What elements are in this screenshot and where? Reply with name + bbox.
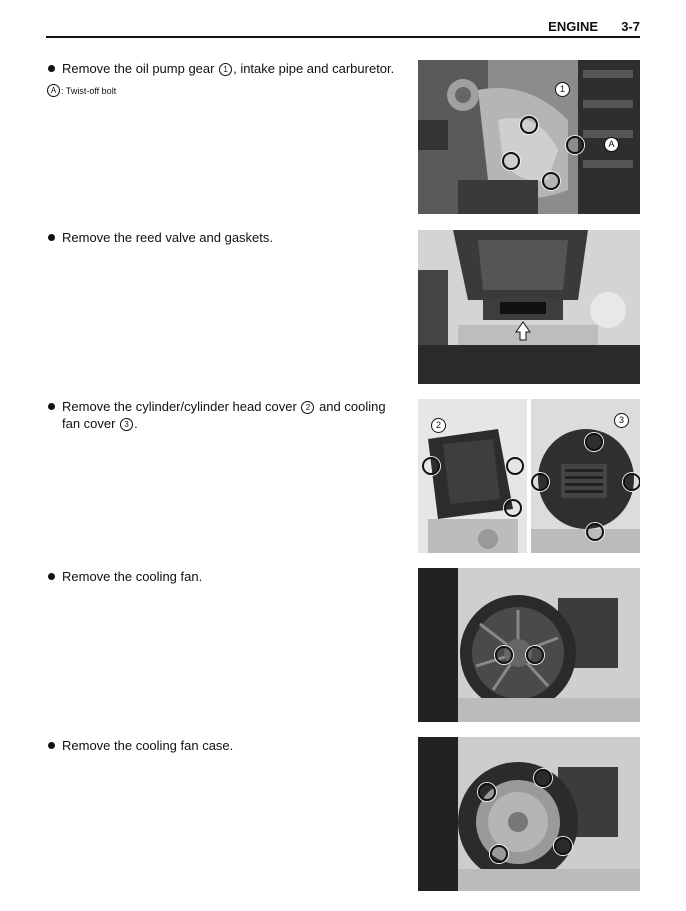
step-5 <box>46 737 406 754</box>
callout-3: 3 <box>614 413 629 428</box>
bullet-icon <box>48 234 55 241</box>
bullet-icon <box>48 742 55 749</box>
callout-a: A <box>604 137 619 152</box>
photo-head-cover <box>418 399 527 553</box>
twist-off-note: A : Twist-off bolt <box>46 83 406 100</box>
bullet-icon <box>48 573 55 580</box>
bolt-ring <box>478 783 496 801</box>
page-number: 3-7 <box>621 19 640 34</box>
bullet-icon <box>48 65 55 72</box>
step-3 <box>46 398 406 432</box>
bolt-ring <box>542 172 560 190</box>
bolt-ring <box>495 646 513 664</box>
bolt-ring <box>566 136 584 154</box>
photo-oil-pump <box>418 60 640 214</box>
step-2 <box>46 229 406 246</box>
bolt-ring <box>504 499 522 517</box>
photo-reed-valve <box>418 230 640 384</box>
bolt-ring <box>502 152 520 170</box>
ref-circle-3: 3 <box>120 418 133 431</box>
bolt-ring <box>623 473 640 491</box>
section-title: ENGINE <box>548 19 598 34</box>
bolt-ring <box>526 646 544 664</box>
bullet-icon <box>48 403 55 410</box>
bolt-ring <box>520 116 538 134</box>
step-4 <box>46 568 406 585</box>
step-2-text: Remove the reed valve and gaskets. <box>62 230 274 245</box>
page-header <box>46 14 640 38</box>
bolt-ring <box>534 769 552 787</box>
bolt-ring <box>554 837 572 855</box>
step-1 <box>46 60 406 100</box>
bolt-ring <box>506 457 524 475</box>
bolt-ring <box>490 845 508 863</box>
ref-circle-2: 2 <box>301 401 314 414</box>
ref-circle-1: 1 <box>219 63 232 76</box>
step-1-text: Remove the oil pump gear 1 , intake pipe and carburetor. <box>62 61 395 76</box>
bolt-ring <box>586 523 604 541</box>
photo-fan-case <box>418 737 640 891</box>
step-5-text: Remove the cooling fan case. <box>62 738 234 753</box>
bolt-ring <box>585 433 603 451</box>
photo-fan-cover <box>531 399 640 553</box>
callout-2: 2 <box>431 418 446 433</box>
callout-1: 1 <box>555 82 570 97</box>
ref-circle-a: A <box>47 84 60 97</box>
step-4-text: Remove the cooling fan. <box>62 569 203 584</box>
photo-cooling-fan <box>418 568 640 722</box>
bolt-ring <box>531 473 549 491</box>
bolt-ring <box>422 457 440 475</box>
step-3-text: Remove the cylinder/cylinder head cover 2 and cooling fan cover 3 . <box>62 399 386 431</box>
